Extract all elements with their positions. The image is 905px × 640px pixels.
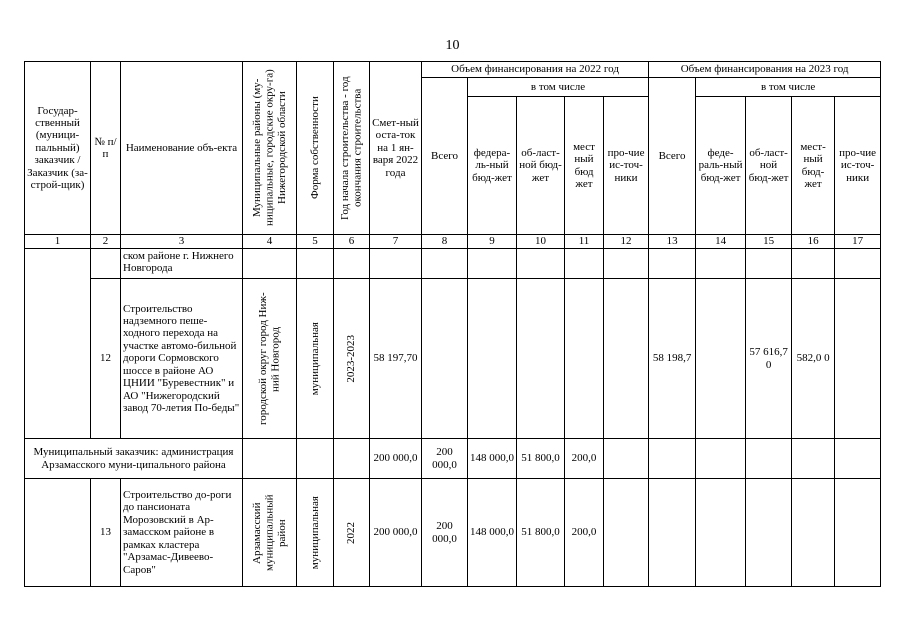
col-number: 10: [517, 235, 565, 249]
table-row-customer-arzamas: [25, 439, 881, 479]
header-incl-2023: в том числе: [696, 78, 881, 97]
header-years: [334, 62, 370, 235]
row12-ownership-text: муниципальная: [308, 321, 321, 396]
customer-arzamas-total-2022: 200 000,0: [422, 439, 468, 479]
customer-arzamas-remainder: 200 000,0: [370, 439, 422, 479]
customer-arzamas-federal-2022: 148 000,0: [468, 439, 517, 479]
row13-remainder: 200 000,0: [370, 479, 422, 587]
row12-regional-2023: 57 616,7 0: [746, 279, 792, 439]
header-local-2023: мест-ный бюд-жет: [792, 97, 835, 235]
column-numbers-row: [25, 235, 881, 249]
col-number: 15: [746, 235, 792, 249]
header-num: № п/п: [91, 62, 121, 235]
row12-district: [243, 279, 297, 439]
customer-arzamas-regional-2022: 51 800,0: [517, 439, 565, 479]
col-number: 17: [835, 235, 881, 249]
row12-object-name: Строительство надземного пеше-ходного перехода на участке автомо-бильной дороги Сормовского шоссе в районе АО ЦНИИ "Буревестник" и АО "Нижегородский завод 70-летия По-беды": [121, 279, 243, 439]
table-row-12: [25, 279, 881, 439]
header-local-2022: мест ный бюд жет: [565, 97, 604, 235]
row13-ownership: [297, 479, 334, 587]
header-regional-2022: об-ласт-ной бюд-жет: [517, 97, 565, 235]
customer-arzamas-local-2022: 200,0: [565, 439, 604, 479]
col-number: 16: [792, 235, 835, 249]
col-number: 8: [422, 235, 468, 249]
col-number: 7: [370, 235, 422, 249]
header-other-2023: про-чие ис-точ-ники: [835, 97, 881, 235]
col-number: 1: [25, 235, 91, 249]
row12-ownership: [297, 279, 334, 439]
header-fin-2023: Объем финансирования на 2023 год: [649, 62, 881, 78]
col-number: 14: [696, 235, 746, 249]
row12-district-text: городской округ город Ниж-ний Новгород: [257, 292, 282, 425]
row13-federal-2022: 148 000,0: [468, 479, 517, 587]
row13-total-2022: 200 000,0: [422, 479, 468, 587]
header-total-2022: Всего: [422, 78, 468, 235]
header-fin-2022: Объем финансирования на 2022 год: [422, 62, 649, 78]
header-total-2023: Всего: [649, 78, 696, 235]
row13-ownership-text: муниципальная: [308, 495, 321, 570]
row13-years: [334, 479, 370, 587]
col-number: 11: [565, 235, 604, 249]
header-other-2022: про-чие ис-точ-ники: [604, 97, 649, 235]
row13-years-text: 2022: [345, 521, 358, 544]
col-number: 6: [334, 235, 370, 249]
header-federal-2022: федера-ль-ный бюд-жет: [468, 97, 517, 235]
row12-remainder: 58 197,70: [370, 279, 422, 439]
table-row-continuation: [25, 249, 881, 279]
header-incl-2022: в том числе: [468, 78, 649, 97]
financing-table: [24, 61, 881, 587]
header-regional-2023: об-ласт-ной бюд-жет: [746, 97, 792, 235]
col-number: 13: [649, 235, 696, 249]
row12-years-text: 2023-2023: [345, 334, 358, 383]
header-districts-text: Муниципальные районы (му-ниципальные, городские окру-га) Нижегородской области: [250, 69, 288, 227]
col-number: 4: [243, 235, 297, 249]
col-number: 3: [121, 235, 243, 249]
header-federal-2023: феде-раль-ный бюд-жет: [696, 97, 746, 235]
header-customer: Государ-ственный (муници-пальный) заказчик / Заказчик (за-строй-щик): [25, 62, 91, 235]
cont-object-name: ском районе г. Нижнего Новгорода: [121, 249, 243, 279]
table-row-13: [25, 479, 881, 587]
col-number: 5: [297, 235, 334, 249]
col-number: 9: [468, 235, 517, 249]
header-districts: [243, 62, 297, 235]
row13-regional-2022: 51 800,0: [517, 479, 565, 587]
row13-district-text: Арзамасский муниципальный район: [250, 494, 288, 571]
row12-years: [334, 279, 370, 439]
row13-local-2022: 200,0: [565, 479, 604, 587]
header-ownership: [297, 62, 334, 235]
page-number: 10: [445, 38, 460, 53]
header-ownership-text: Форма собственности: [308, 96, 321, 200]
row13-district: [243, 479, 297, 587]
row12-total-2023: 58 198,7: [649, 279, 696, 439]
header-object-name: Наименование объ-екта: [121, 62, 243, 235]
header-years-text: Год начала строительства - год окончания строительства: [339, 76, 364, 220]
header-remainder: Смет-ный оста-ток на 1 ян-варя 2022 года: [370, 62, 422, 235]
row13-num: 13: [91, 479, 121, 587]
customer-arzamas-label: Муниципальный заказчик: администрация Арзамасского муни-ципального района: [25, 439, 243, 479]
row12-num: 12: [91, 279, 121, 439]
col-number: 12: [604, 235, 649, 249]
col-number: 2: [91, 235, 121, 249]
row13-object-name: Строительство до-роги до пансионата Морозовский в Ар-замасском районе в рамках кластера "Арзамас-Дивеево-Саров": [121, 479, 243, 587]
row12-local-2023: 582,0 0: [792, 279, 835, 439]
